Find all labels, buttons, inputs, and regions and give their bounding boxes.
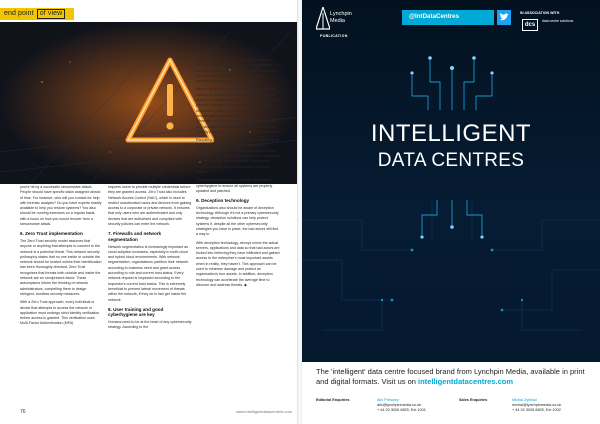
paragraph: Organisations also should be aware of deception technology. Although it's not a primary cybersecurity strategy, deception solutions can help protect systems if, despite all the other cybersecurity strategies you have in place, the bad actors still find a way in. (196, 205, 279, 237)
paragraph: requires users to provide multiple credentials before they are granted access. Zero Trust also includes Network Access Control (NAC), which is used to restrict unauthorised users and devices from gaining access to a corporate or private network. It ensures that only users who are authenticated and only devices that are authorised and compliant with security policies can enter the network. (108, 185, 192, 227)
section-heading: 7. Firewalls and network segmentation (108, 231, 162, 242)
section-tab-label: end point of view (4, 9, 65, 19)
dcs-logo: dcs (522, 19, 538, 31)
editorial-email[interactable]: alix@lynchpinmedia.co.uk (377, 402, 421, 407)
page-number: 76 (20, 409, 26, 415)
article-column-1 (20, 185, 102, 330)
association-label: IN ASSOCIATION WITH (520, 11, 560, 15)
ad-title-line-2: DATA CENTRES (377, 150, 525, 171)
twitter-icon[interactable] (497, 10, 511, 25)
paragraph: The Zero Trust security model assumes that anyone or anything that attempts to connect to the network is a potential threat. This network security philosophy states that no one inside or outside the network should be trusted unless their identification has been thoroughly checked. Zero Trust recognises that threats both outside and inside the network are an omnipresent factor. These assumptions inform the thinking of network administrators, compelling them to design stringent, trustless security measures. (20, 238, 102, 296)
paragraph: you're hit by a successful ransomware attack. People should have specific tasks assigned ahead of time. For instance, who will you contact for help with forensic analysis? Do you have experts readily available to help you restore systems? You also should be running exercises on a regular basis, with a focus on how you would recover from a ransomware attack. (20, 185, 102, 227)
paragraph: With a Zero Trust approach, every individual or device that attempts to access the network or application must undergo strict identity verification before access is granted. This verification uses Multi-Factor Authentication (MFA) (20, 300, 100, 326)
article-page (0, 0, 298, 424)
dcs-logo-text: data centre solutions (542, 19, 574, 23)
section-heading: 8. User training and good cyberhygiene are key (108, 306, 164, 318)
paragraph: Educating individuals, especially remote workers, on how to maintain cyber distance, stay wary of suspicious requests and implement basic security tools and protocols can help critically build a baseline of defence at the most vulnerable edge of their network and help keep critical digital resources secure. (196, 138, 281, 174)
paragraph: Make sure all your employees receive substantial training on spotting and reporting suspicious cyber activity, maintaining cyberhygiene and securing their personal devices and home networks. Employees should take training when they are hired and periodically throughout their tenure, so the information stays current and top of mind. Training also should be kept updated and include any new security protocols that may need to be implemented. (196, 87, 280, 134)
article-column-2 (108, 185, 192, 334)
paragraph: Network segmentation is increasingly important as cloud adoption increases, especially in multi-cloud and hybrid cloud environments. With network segmentation, organisations partition their network according to business need and grant access according to role and current trust status. Every network request is inspected according to the requestor's current trust status. This is extremely beneficial to prevent lateral movement of threats within the network, if they do in fact get inside the network. (108, 244, 189, 302)
paragraph: Organisations also need to practice good basic cyberhygiene to ensure all systems are properly updated and patched. (196, 178, 273, 193)
editorial-phone: + 44 20 3026 6825, Ext 1001 (377, 407, 426, 412)
ad-title-line-1: INTELLIGENT (370, 120, 532, 147)
editorial-enquiries: Editorial Enquiries (316, 398, 350, 402)
website-link[interactable]: intelligentdatacentres.com (418, 376, 514, 386)
ad-tagline: The 'intelligent' data centre focused brand from Lynchpin Media, available in print and digital formats. Visit us on intelligentdatacentres.com (316, 367, 585, 386)
editorial-contact: Alix Pressley alix@lynchpinmedia.co.uk + 44 20 3026 6825, Ext 1001 (377, 398, 426, 412)
circuit-background (302, 0, 600, 424)
publisher-logo: Lynchpin Media (330, 11, 352, 24)
lynchpin-logo-icon (316, 7, 330, 31)
twitter-handle[interactable]: @IntDataCentres (409, 13, 460, 20)
paragraph: 2021 Verizon Data Breach Investigations Report, 85% of data breaches involve human interaction. You can have all the security solutions in the world, but if you've overlooked training your employees in cybersecurity, you'll never be truly secure. (196, 58, 281, 84)
sales-contact: Michal Zylinski michal@lynchpinmedia.co.uk + 44 20 3026 6825, Ext 1002 (512, 398, 562, 412)
paragraph: Humans need to be at the heart of any cybersecurity strategy. According to the (108, 320, 192, 330)
sales-enquiries: Sales Enquiries (459, 398, 488, 402)
sales-email[interactable]: michal@lynchpinmedia.co.uk (512, 402, 562, 407)
publication-label: PUBLICATION (320, 34, 348, 38)
paragraph: With deception technology, decoys mimic the actual servers, applications and data so that bad actors are tricked into believing they have infiltrated and gained access to the enterprise's most important assets when in reality, they haven't. This approach can be used to minimise damage and protect an organisation's true assets. In addition, deception technology can accelerate the average time to discover and address threats. ◆ (196, 240, 280, 287)
section-heading: 9. Deception technology (196, 198, 250, 204)
article-column-3 (196, 58, 281, 291)
section-heading: 6. Zero Trust implementation (20, 231, 83, 237)
advert-page (302, 0, 600, 424)
page-url[interactable]: www.intelligentdatacentres.com (236, 409, 293, 414)
sales-phone: + 44 20 3026 6825, Ext 1002 (512, 407, 561, 412)
